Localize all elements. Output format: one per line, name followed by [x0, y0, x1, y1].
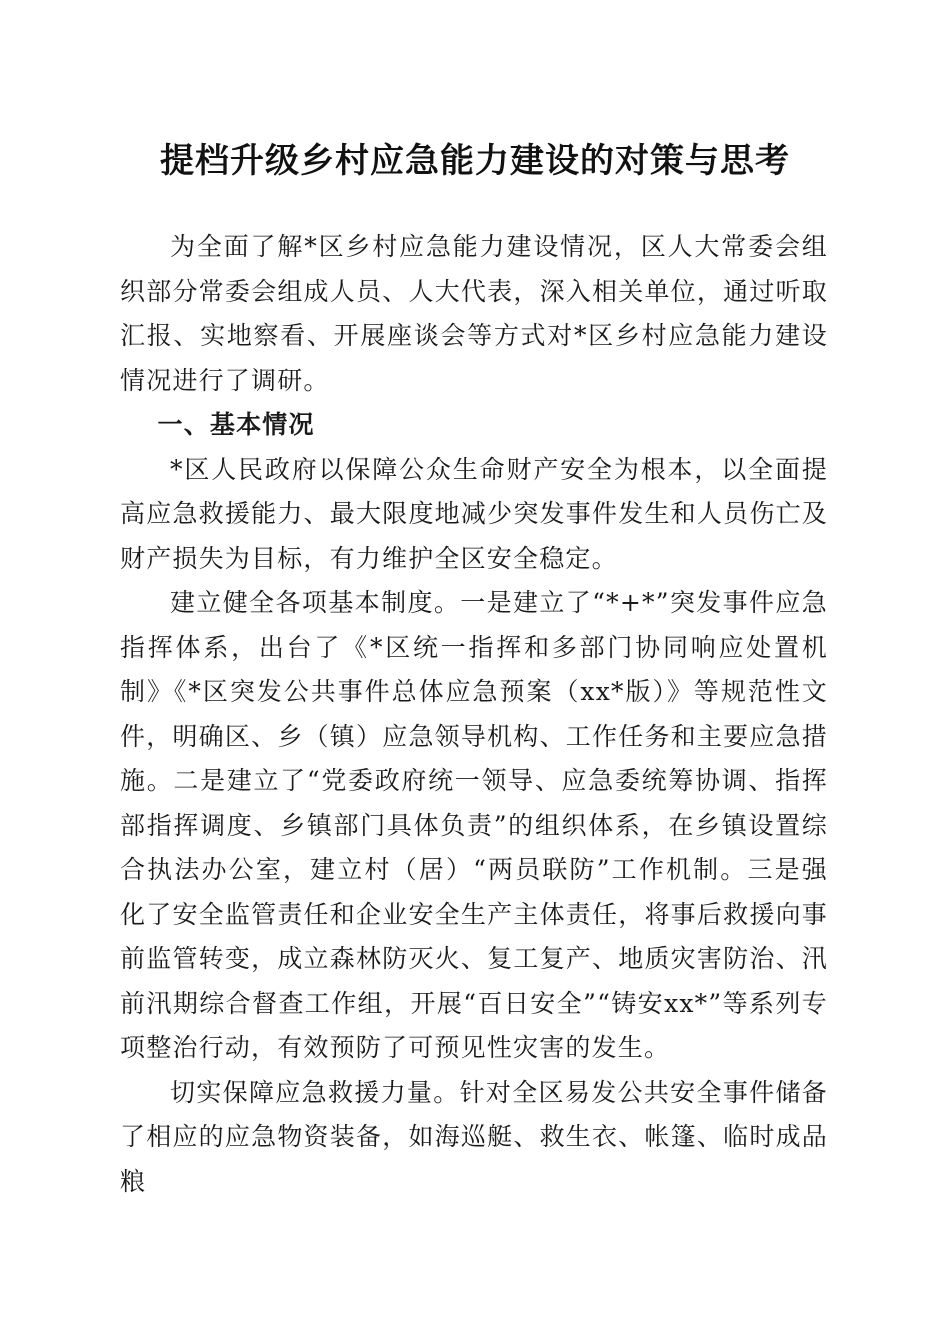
- intro-paragraph: 为全面了解*区乡村应急能力建设情况，区人大常委会组织部分常委会组成人员、人大代表，深入相关单位，通过听取汇报、实地察看、开展座谈会等方式对*区乡村应急能力建设情况进行了调研。: [120, 232, 828, 395]
- document-title: 提档升级乡村应急能力建设的对策与思考: [160, 141, 790, 181]
- system-paragraph: 建立健全各项基本制度。一是建立了“*+*”突发事件应急指挥体系，出台了《*区统一指挥和多部门协同响应处置机制》《*区突发公共事件总体应急预案（xx*版）》等规范性文件，明确区、乡（镇）应急领导机构、工作任务和主要应急措施。二是建立了“党委政府统一领导、应急委统筹协调、指挥部指挥调度、乡镇部门具体负责”的组织体系，在乡镇设置综合执法办公室，建立村（居）“两员联防”工作机制。三是强化了安全监管责任和企业安全生产主体责任，将事后救援向事前监管转变，成立森林防灭火、复工复产、地质灾害防治、汛前汛期综合督查工作组，开展“百日安全”“铸安xx*”等系列专项整治行动，有效预防了可预见性灾害的发生。: [120, 588, 828, 1062]
- document-body: [120, 225, 828, 1204]
- section-heading: 一、基本情况: [157, 410, 315, 439]
- rescue-paragraph: 切实保障应急救援力量。针对全区易发公共安全事件储备了相应的应急物资装备，如海巡艇、救生衣、帐篷、临时成品粮: [120, 1077, 828, 1196]
- overview-paragraph: *区人民政府以保障公众生命财产安全为根本，以全面提高应急救援能力、最大限度地减少突发事件发生和人员伤亡及财产损失为目标，有力维护全区安全稳定。: [120, 454, 828, 573]
